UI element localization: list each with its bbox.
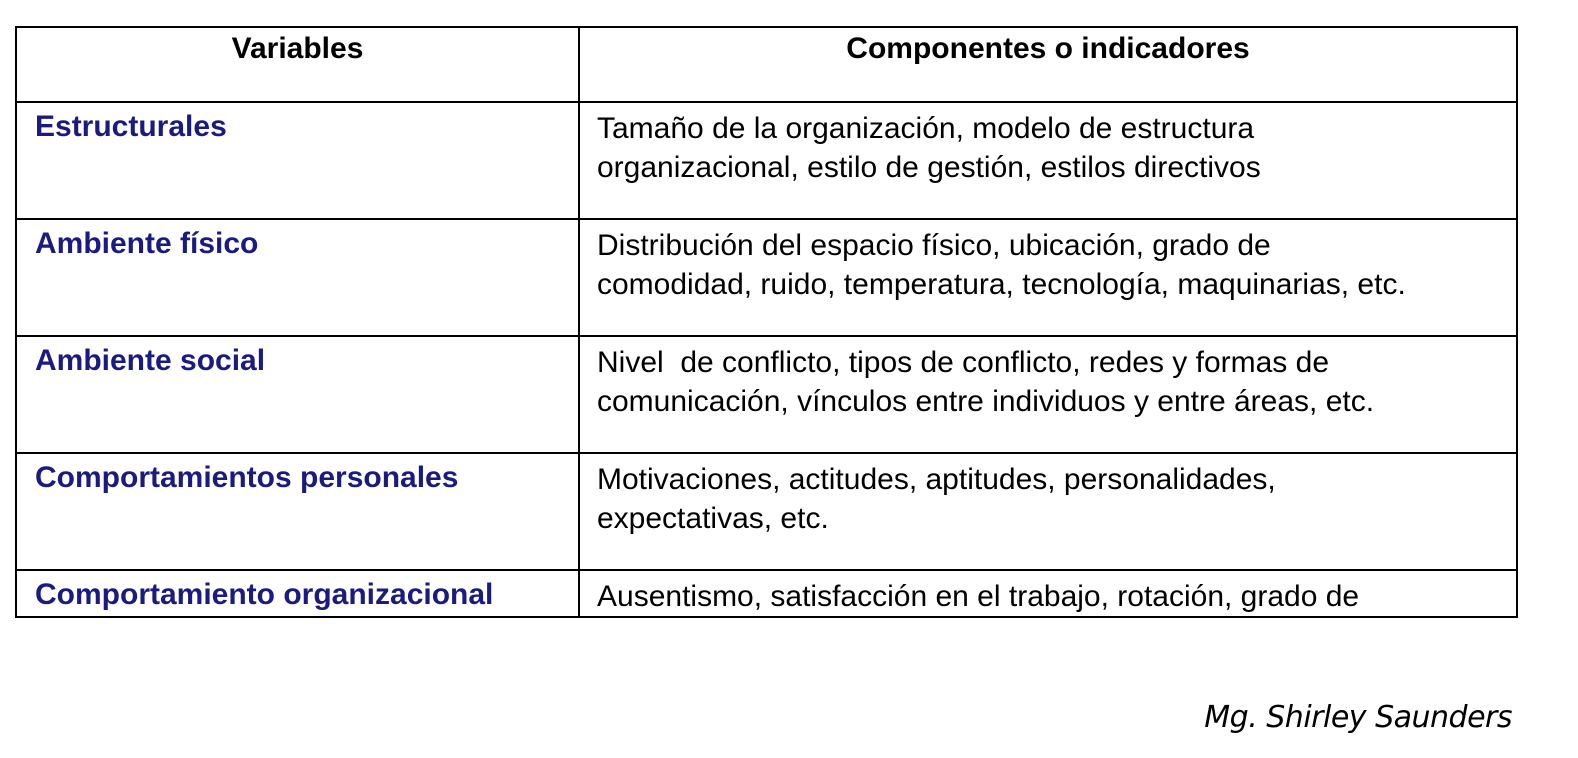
components-text: Nivel de conflicto, tipos de conflicto, redes y formas de comunicación, vínculos entre individuos y entre áreas, etc. — [597, 346, 1375, 418]
variable-cell: Comportamientos personales — [16, 453, 579, 570]
components-text: Motivaciones, actitudes, aptitudes, personalidades, expectativas, etc. — [597, 463, 1276, 535]
variable-cell: Estructurales — [16, 102, 579, 219]
table-row — [16, 219, 1517, 336]
table-row — [16, 102, 1517, 219]
author-signature: Mg. Shirley Saunders — [1204, 700, 1512, 735]
components-cell — [579, 570, 1517, 617]
header-variables: Variables — [16, 27, 579, 102]
table-row — [16, 336, 1517, 453]
components-text: Distribución del espacio físico, ubicación, grado de comodidad, ruido, temperatura, tecnología, maquinarias, etc. — [597, 229, 1406, 301]
variable-cell: Comportamiento organizacional — [16, 570, 579, 617]
table-header-row — [16, 27, 1517, 102]
components-cell — [579, 102, 1517, 219]
table-row — [16, 453, 1517, 570]
variable-cell: Ambiente físico — [16, 219, 579, 336]
components-text: Tamaño de la organización, modelo de estructura organizacional, estilo de gestión, estilos directivos — [597, 112, 1261, 184]
components-cell — [579, 453, 1517, 570]
components-cell — [579, 336, 1517, 453]
variables-table — [15, 26, 1518, 618]
components-text: Ausentismo, satisfacción en el trabajo, rotación, grado de — [597, 580, 1360, 613]
header-components: Componentes o indicadores — [579, 27, 1517, 102]
components-cell — [579, 219, 1517, 336]
variable-cell: Ambiente social — [16, 336, 579, 453]
table-row — [16, 570, 1517, 617]
